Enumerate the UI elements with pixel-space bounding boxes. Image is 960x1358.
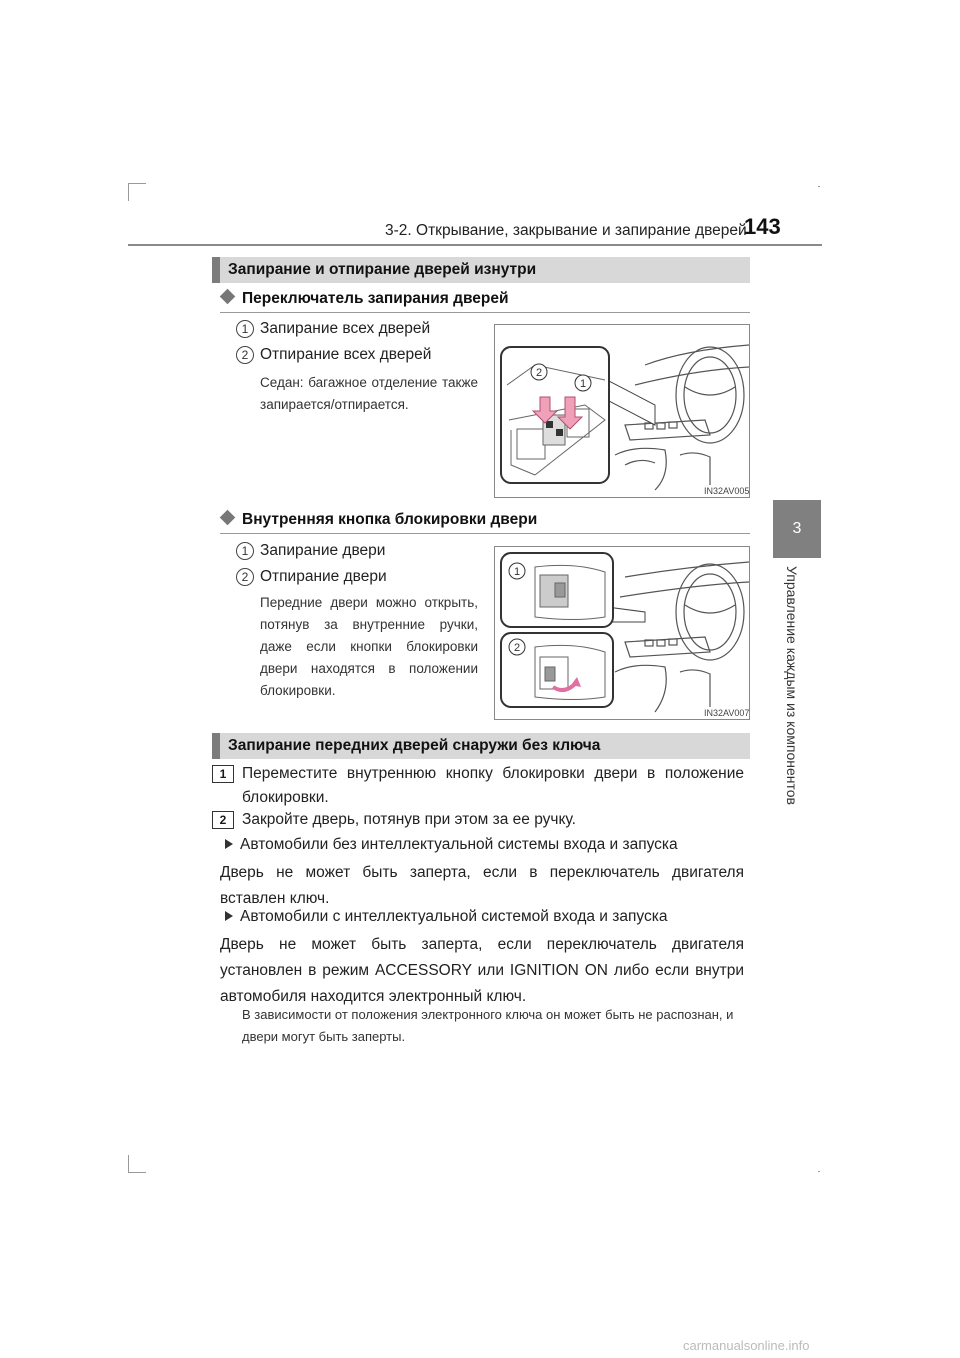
crop-mark bbox=[818, 1171, 820, 1172]
door-lock-knob-illustration bbox=[494, 546, 750, 720]
running-header: 3-2. Открывание, закрывание и запирание дверей bbox=[385, 222, 747, 239]
header-rule bbox=[128, 244, 822, 246]
callout-number: 1 bbox=[236, 320, 254, 338]
figure-code: IN32AV007 bbox=[704, 708, 750, 718]
triangle-bullet-icon bbox=[225, 911, 233, 921]
subsection-rule bbox=[220, 533, 750, 534]
svg-text:1: 1 bbox=[513, 566, 521, 578]
case-heading bbox=[225, 836, 678, 854]
crop-mark bbox=[128, 1172, 146, 1173]
list-item: Отпирание двери bbox=[260, 568, 387, 585]
crop-mark bbox=[128, 1155, 129, 1173]
subsection-heading bbox=[220, 290, 509, 308]
subsection-rule bbox=[220, 312, 750, 313]
section-heading: Запирание и отпирание дверей изнутри bbox=[212, 257, 750, 283]
case-heading-text: Автомобили с интеллектуальной системой входа и запуска bbox=[240, 908, 668, 925]
diamond-icon bbox=[220, 289, 236, 305]
list-item: Запирание двери bbox=[260, 542, 386, 559]
subsection-heading-text: Внутренняя кнопка блокировки двери bbox=[242, 511, 538, 528]
callout-number: 2 bbox=[236, 568, 254, 586]
case-heading bbox=[225, 908, 667, 926]
watermark: carmanualsonline.info bbox=[683, 1338, 810, 1353]
chapter-title-vertical: Управление каждым из компонентов bbox=[784, 566, 800, 805]
svg-text:2: 2 bbox=[513, 642, 521, 654]
case-text: Дверь не может быть заперта, если переключатель двигателя установлен в режим ACCESSORY или IGNITION ON либо если внутри автомобиля находится электронный ключ. bbox=[220, 936, 744, 1005]
section-heading: Запирание передних дверей снаружи без ключа bbox=[212, 733, 750, 759]
step-number: 2 bbox=[212, 811, 234, 829]
list-item: Отпирание всех дверей bbox=[260, 346, 432, 363]
note-text: Передние двери можно открыть, потянув за внутренние ручки, даже если кнопки блокировки двери находятся в положении блокировки. bbox=[260, 595, 478, 698]
case-text: Дверь не может быть заперта, если в переключатель двигателя вставлен ключ. bbox=[220, 864, 744, 907]
step-number: 1 bbox=[212, 765, 234, 783]
chapter-tab: 3 bbox=[773, 500, 821, 558]
subsection-heading bbox=[220, 511, 537, 529]
note-text: В зависимости от положения электронного ключа он может быть не распознан, и двери могут быть заперты. bbox=[242, 1007, 734, 1044]
svg-text:2: 2 bbox=[535, 367, 543, 379]
subsection-heading-text: Переключатель запирания дверей bbox=[242, 290, 509, 307]
step-text: Закройте дверь, потянув при этом за ее ручку. bbox=[242, 811, 576, 828]
crop-mark bbox=[128, 183, 129, 201]
step-text: Переместите внутреннюю кнопку блокировки двери в положение блокировки. bbox=[242, 765, 744, 806]
note-text: Седан: багажное отделение также запирается/отпирается. bbox=[260, 375, 478, 412]
svg-text:1: 1 bbox=[579, 378, 587, 390]
callout-number: 1 bbox=[236, 542, 254, 560]
figure-code: IN32AV005 bbox=[704, 486, 750, 496]
crop-mark bbox=[818, 186, 820, 187]
list-item: Запирание всех дверей bbox=[260, 320, 431, 337]
page-number: 143 bbox=[744, 214, 781, 239]
case-heading-text: Автомобили без интеллектуальной системы входа и запуска bbox=[240, 836, 678, 853]
diamond-icon bbox=[220, 510, 236, 526]
triangle-bullet-icon bbox=[225, 839, 233, 849]
crop-mark bbox=[128, 183, 146, 184]
callout-number: 2 bbox=[236, 346, 254, 364]
illustration-drawing bbox=[495, 547, 749, 719]
door-lock-switch-illustration bbox=[494, 324, 750, 498]
illustration-drawing bbox=[495, 325, 749, 497]
